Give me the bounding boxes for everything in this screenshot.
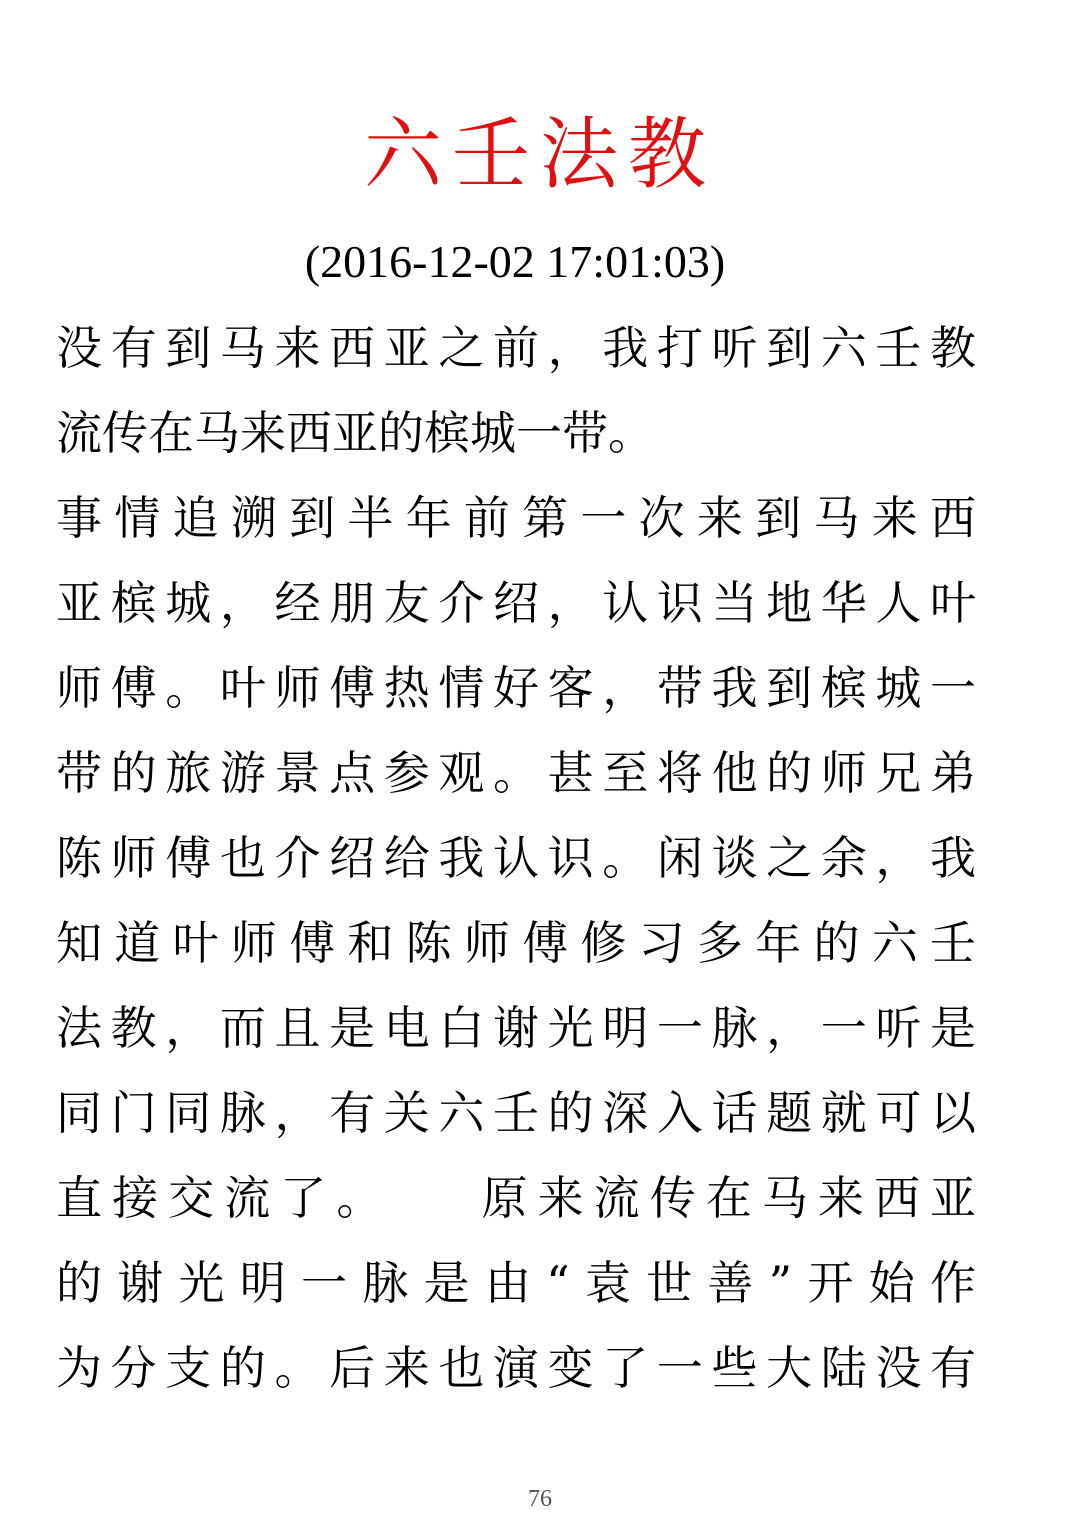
text-line: 陈师傅也介绍给我认识。闲谈之余，我 xyxy=(56,831,976,885)
document-title: 六壬法教 xyxy=(363,110,716,200)
text-line: 事情追溯到半年前第一次来到马来西 xyxy=(56,491,976,545)
text-line: 同门同脉，有关六壬的深入话题就可以 xyxy=(56,1086,976,1140)
text-line: 带的旅游景点参观。甚至将他的师兄弟 xyxy=(56,746,976,800)
body-text xyxy=(56,318,976,1423)
text-line: 的谢光明一脉是由“袁世善”开始作 xyxy=(56,1256,976,1310)
text-line: 知道叶师傅和陈师傅修习多年的六壬 xyxy=(56,916,976,970)
text-line: 法教，而且是电白谢光明一脉，一听是 xyxy=(56,1001,976,1055)
text-line: 直接交流了。 原来流传在马来西亚 xyxy=(56,1171,976,1225)
text-line: 流传在马来西亚的槟城一带。 xyxy=(56,406,654,460)
text-line: 亚槟城，经朋友介绍，认识当地华人叶 xyxy=(56,576,976,630)
text-line: 为分支的。后来也演变了一些大陆没有 xyxy=(56,1341,976,1395)
post-timestamp: (2016-12-02 17:01:03) xyxy=(304,236,726,287)
page-number: 76 xyxy=(528,1486,552,1512)
text-line: 没有到马来西亚之前，我打听到六壬教 xyxy=(56,321,976,375)
text-line: 师傅。叶师傅热情好客，带我到槟城一 xyxy=(56,661,976,715)
